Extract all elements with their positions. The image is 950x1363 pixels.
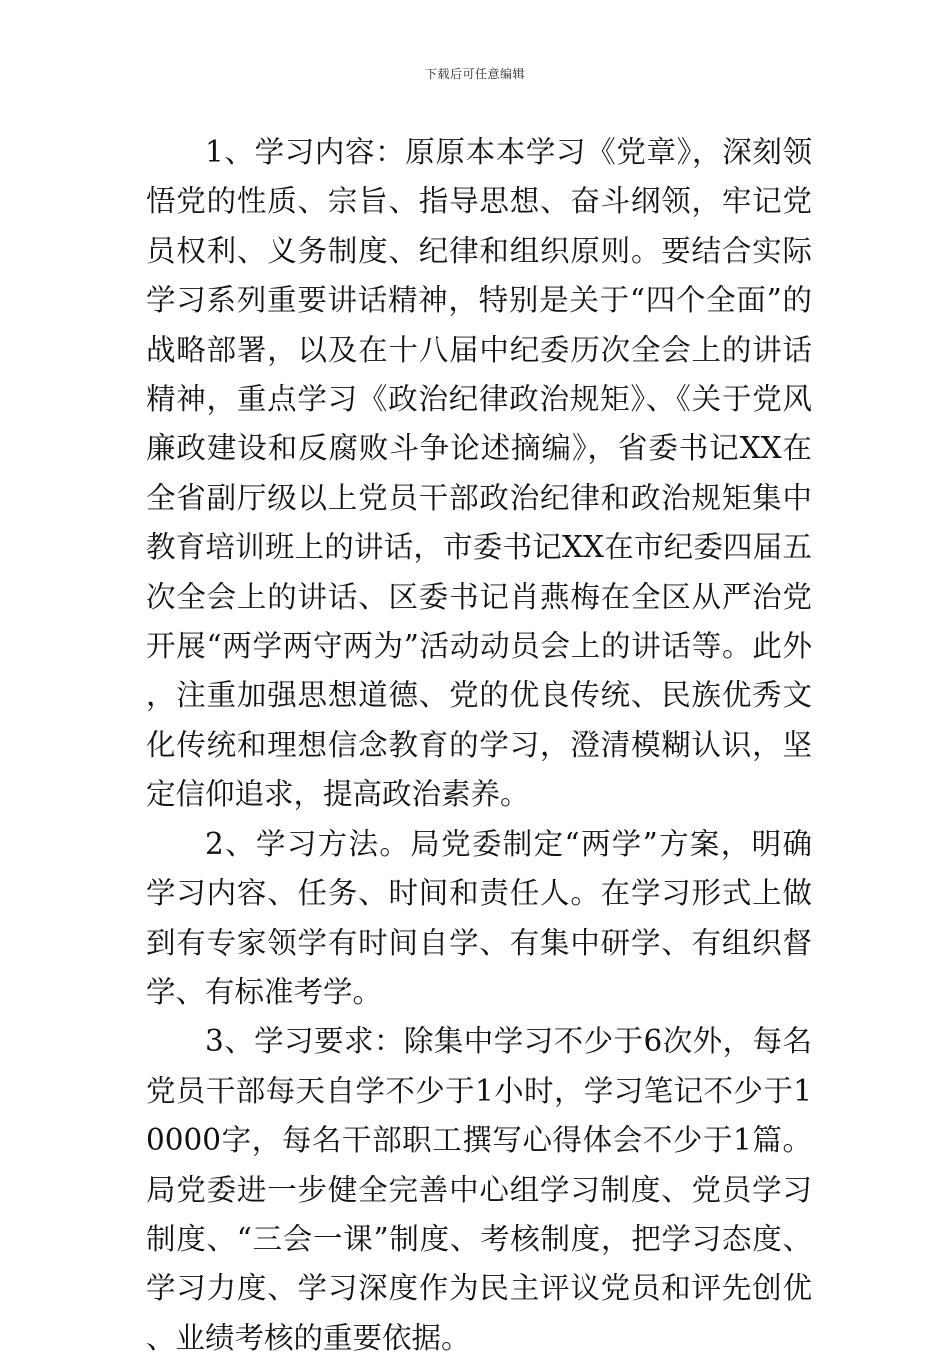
paragraph-study-requirements: 3、学习要求：除集中学习不少于6次外，每名党员干部每天自学不少于1小时，学习笔记不少于10000字，每名干部职工撰写心得体会不少于1篇。局党委进一步健全完善中心组学习制度、党员学习制度、“三会一课”制度、考核制度，把学习态度、学习力度、学习深度作为民主评议党员和评先创优、业绩考核的重要依据。 bbox=[146, 1024, 812, 1355]
paragraph-study-method: 2、学习方法。局党委制定“两学”方案，明确学习内容、任务、时间和责任人。在学习形式上做到有专家领学有时间自学、有集中研学、有组织督学、有标准考学。 bbox=[146, 826, 812, 1009]
document-body bbox=[146, 128, 812, 1363]
paragraph-study-content: 1、学习内容：原原本本学习《党章》，深刻领悟党的性质、宗旨、指导思想、奋斗纲领，牢记党员权利、义务制度、纪律和组织原则。要结合实际学习系列重要讲话精神，特别是关于“四个全面”的战略部署，以及在十八届中纪委历次全会上的讲话精神，重点学习《政治纪律政治规矩》、《关于党风廉政建设和反腐败斗争论述摘编》，省委书记XX在全省副厅级以上党员干部政治纪律和政治规矩集中教育培训班上的讲话，市委书记XX在市纪委四届五次全会上的讲话、区委书记肖燕梅在全区从严治党开展“两学两守两为”活动动员会上的讲话等。此外，注重加强思想道德、党的优良传统、民族优秀文化传统和理想信念教育的学习，澄清模糊认识，坚定信仰追求，提高政治素养。 bbox=[146, 135, 812, 812]
page-header-note: 下载后可任意编辑 bbox=[424, 67, 525, 81]
